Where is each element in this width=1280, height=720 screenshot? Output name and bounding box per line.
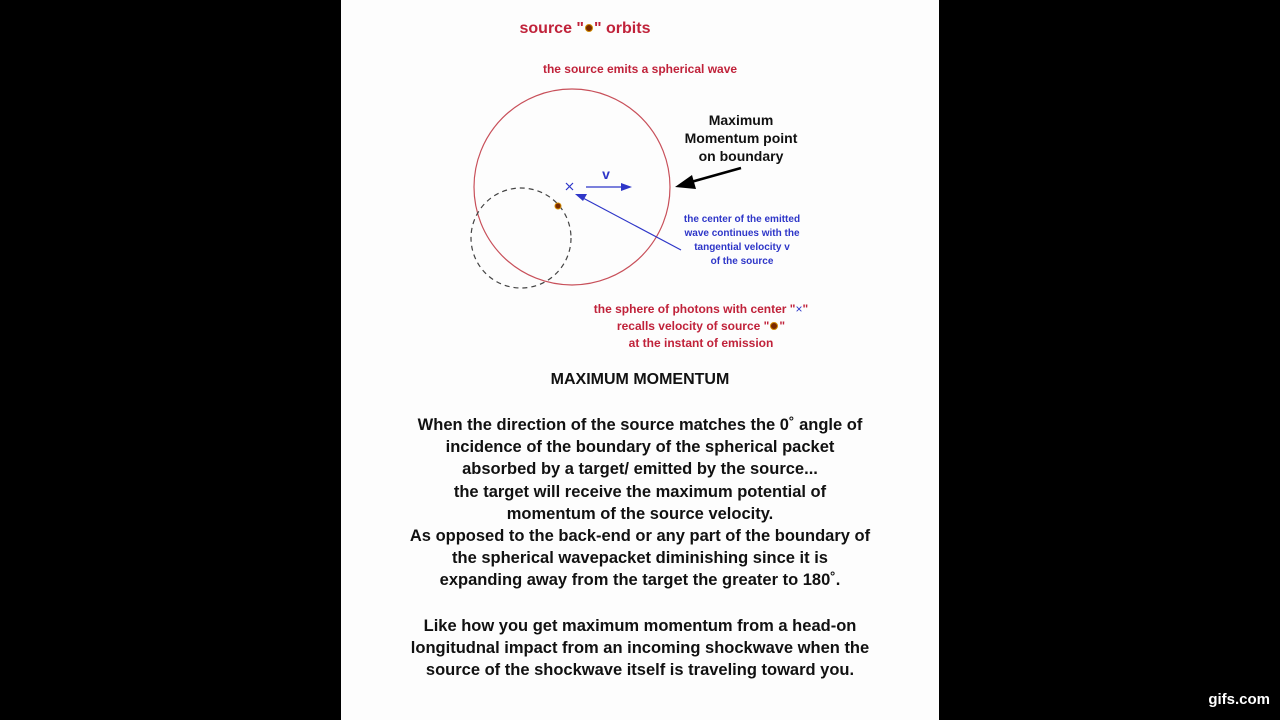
watermark: gifs.com (1208, 691, 1270, 708)
center-pointer-arrow (575, 194, 681, 250)
page-heading: MAXIMUM MOMENTUM (550, 371, 730, 388)
bottom-label: the sphere of photons with center "×" recalls velocity of source " " at the instant of emission (593, 302, 809, 350)
top-label: source " " orbits (519, 20, 651, 37)
velocity-label: v (602, 166, 610, 182)
emit-label: the source emits a spherical wave (542, 62, 738, 76)
orbit-path-circle (471, 188, 571, 288)
paragraph-2: Like how you get maximum momentum from a head-on longitudnal impact from an incoming shockwave when the source of the shockwave itself is traveling toward you. (410, 617, 870, 680)
max-momentum-arrow (675, 168, 741, 189)
center-x-mark (566, 183, 573, 190)
max-momentum-label: Maximum Momentum point on boundary (684, 112, 798, 164)
center-note: the center of the emitted wave continues with the tangential velocity v of the source (683, 214, 801, 267)
paragraph-1: When the direction of the source matches the 0˚ angle of incidence of the boundary of the spherical packet absorbed by a target/ emitted by the source... the target will receive the maximum potential of momentum of the source velocity. As opposed to the back-end or any part of the boundary of the spherical wavepacket diminishing since it is expanding away from the target the greater to 180˚. (409, 416, 871, 590)
emitted-wave-circle (474, 89, 670, 285)
source-dot-icon (585, 24, 593, 32)
velocity-arrow (586, 183, 632, 191)
content-panel (341, 0, 939, 720)
source-dot (555, 203, 561, 209)
center-x-icon: × (795, 302, 803, 316)
source-dot-icon (770, 322, 778, 330)
